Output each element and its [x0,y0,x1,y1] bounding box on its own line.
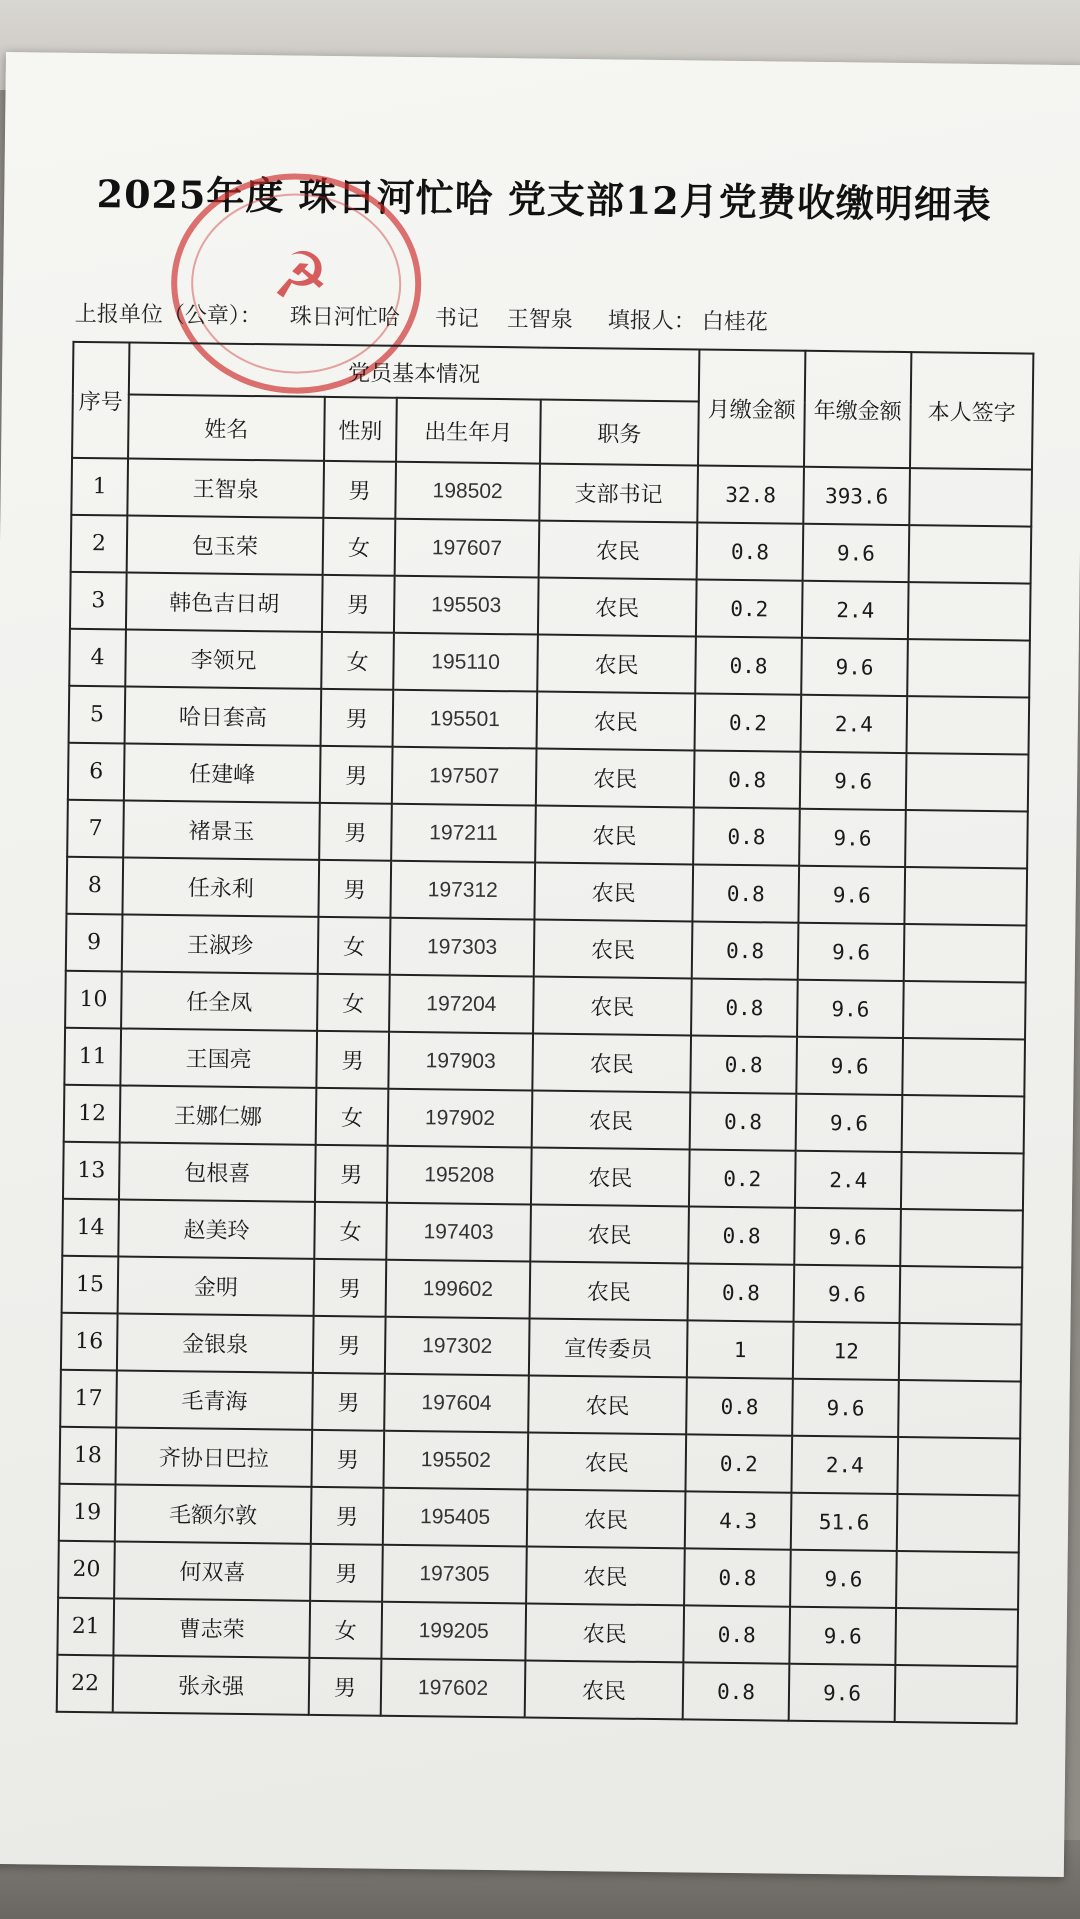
cell-gender: 男 [309,1658,382,1716]
cell-gender: 男 [311,1487,384,1545]
cell-seq: 5 [69,686,126,744]
cell-seq: 22 [57,1655,114,1713]
cell-yearly: 9.6 [801,638,908,696]
cell-yearly: 2.4 [801,695,908,753]
cell-position: 农民 [539,521,698,580]
cell-name: 韩色吉日胡 [126,573,323,632]
header-yearly: 年缴金额 [804,351,911,468]
cell-monthly: 0.8 [694,750,801,808]
cell-position: 农民 [526,1546,685,1605]
cell-gender: 男 [318,860,391,918]
cell-yearly: 9.6 [789,1607,896,1665]
cell-name: 任全凤 [121,971,318,1030]
cell-birth: 195503 [394,576,539,635]
cell-gender: 男 [323,461,396,519]
cell-position: 农民 [528,1375,687,1434]
cell-seq: 20 [58,1541,115,1599]
secretary-label: 书记 [434,306,479,332]
cell-monthly: 0.8 [691,978,798,1036]
table-row [57,1655,1018,1724]
cell-monthly: 0.8 [693,807,800,865]
cell-seq: 15 [62,1256,119,1314]
cell-yearly: 9.6 [798,866,905,924]
cell-gender: 女 [318,917,391,975]
cell-position: 农民 [534,920,693,979]
cell-signature [895,1665,1018,1723]
cell-yearly: 9.6 [799,809,906,867]
cell-seq: 21 [57,1598,114,1656]
cell-birth: 197604 [384,1374,529,1433]
cell-gender: 男 [311,1430,384,1488]
cell-seq: 4 [69,629,126,687]
cell-name: 金银泉 [117,1313,314,1372]
filler-value: 白桂花 [701,309,768,336]
cell-gender: 男 [314,1259,387,1317]
cell-birth: 197507 [392,747,537,806]
cell-name: 毛青海 [116,1370,313,1429]
cell-monthly: 1 [687,1320,794,1378]
document-sheet [0,52,1080,1877]
cell-position: 农民 [538,578,697,637]
cell-signature [901,1152,1024,1210]
cell-gender: 女 [321,632,394,690]
cell-position: 农民 [527,1432,686,1491]
cell-birth: 197403 [386,1203,531,1262]
cell-seq: 13 [63,1142,120,1200]
cell-position: 支部书记 [539,464,698,523]
cell-gender: 女 [314,1202,387,1260]
cell-position: 农民 [527,1489,686,1548]
cell-position: 农民 [537,635,696,694]
cell-seq: 16 [61,1313,118,1371]
cell-monthly: 0.2 [685,1434,792,1492]
cell-yearly: 9.6 [794,1208,901,1266]
cell-position: 农民 [534,863,693,922]
cell-seq: 3 [70,572,127,630]
cell-gender: 女 [317,974,390,1032]
page-title: 2025年度 珠日河忙哈 党支部12月党费收缴明细表 [96,171,993,228]
cell-name: 王智泉 [127,459,324,518]
cell-birth: 199602 [386,1260,531,1319]
cell-name: 齐协日巴拉 [116,1427,313,1486]
cell-yearly: 9.6 [789,1664,896,1722]
cell-signature [902,1095,1025,1153]
cell-name: 王淑珍 [122,914,319,973]
cell-yearly: 51.6 [791,1493,898,1551]
cell-yearly: 9.6 [796,1037,903,1095]
cell-yearly: 2.4 [802,581,909,639]
cell-gender: 男 [321,689,394,747]
secretary-value: 王智泉 [506,307,573,333]
cell-position: 农民 [532,1034,691,1093]
cell-signature [907,639,1030,697]
header-name: 姓名 [128,395,325,461]
cell-yearly: 2.4 [791,1436,898,1494]
cell-birth: 197607 [395,519,540,578]
cell-birth: 197303 [390,918,535,977]
cell-birth: 197302 [385,1317,530,1376]
cell-seq: 9 [66,914,123,972]
cell-signature [905,810,1028,868]
header-position: 职务 [540,400,699,466]
cell-gender: 男 [319,803,392,861]
cell-yearly: 9.6 [803,524,910,582]
cell-birth: 195110 [393,633,538,692]
cell-monthly: 0.8 [690,1035,797,1093]
cell-gender: 男 [310,1544,383,1602]
cell-signature [897,1494,1020,1552]
cell-name: 张永强 [113,1655,310,1714]
cell-monthly: 0.8 [692,921,799,979]
cell-name: 曹志荣 [113,1598,310,1657]
cell-monthly: 0.2 [689,1149,796,1207]
cell-yearly: 2.4 [795,1151,902,1209]
cell-gender: 男 [316,1031,389,1089]
cell-signature [898,1380,1021,1438]
cell-signature [899,1323,1022,1381]
cell-position: 农民 [536,749,695,808]
header-monthly: 月缴金额 [698,349,805,466]
cell-signature [904,867,1027,925]
cell-seq: 10 [65,971,122,1029]
cell-monthly: 0.8 [695,636,802,694]
cell-seq: 6 [68,743,125,801]
cell-yearly: 393.6 [803,467,910,525]
cell-yearly: 9.6 [797,980,904,1038]
cell-seq: 19 [59,1484,116,1542]
cell-birth: 195405 [383,1488,528,1547]
cell-seq: 1 [71,458,128,516]
cell-name: 褚景玉 [123,800,320,859]
cell-monthly: 32.8 [697,465,804,523]
cell-position: 农民 [535,806,694,865]
cell-seq: 18 [60,1427,117,1485]
cell-signature [909,525,1032,583]
cell-position: 农民 [530,1204,689,1263]
cell-name: 王国亮 [120,1028,317,1087]
cell-signature [902,1038,1025,1096]
cell-name: 金明 [118,1256,315,1315]
cell-name: 毛额尔敦 [115,1484,312,1543]
cell-position: 农民 [533,977,692,1036]
cell-gender: 女 [323,518,396,576]
party-emblem-icon: ☭ [271,239,330,314]
cell-yearly: 9.6 [794,1265,901,1323]
cell-birth: 195501 [393,690,538,749]
cell-monthly: 0.8 [688,1206,795,1264]
cell-gender: 男 [313,1316,386,1374]
cell-signature [895,1608,1018,1666]
cell-name: 王娜仁娜 [120,1085,317,1144]
cell-birth: 197305 [382,1545,527,1604]
cell-name: 包根喜 [119,1142,316,1201]
cell-name: 任永利 [122,857,319,916]
cell-monthly: 0.8 [686,1377,793,1435]
header-birth: 出生年月 [396,398,541,464]
cell-position: 农民 [537,692,696,751]
cell-birth: 197903 [388,1032,533,1091]
cell-birth: 198502 [395,462,540,521]
cell-birth: 195208 [387,1146,532,1205]
cell-gender: 男 [315,1145,388,1203]
cell-name: 包玉荣 [127,516,324,575]
cell-name: 任建峰 [124,744,321,803]
cell-seq: 2 [71,515,128,573]
unit-value: 珠日河忙哈 [289,304,400,331]
cell-seq: 8 [66,857,123,915]
cell-yearly: 9.6 [790,1550,897,1608]
cell-monthly: 0.8 [688,1263,795,1321]
cell-gender: 男 [322,575,395,633]
dues-table [56,341,1035,1725]
header-gender: 性别 [324,397,397,462]
cell-birth: 197211 [391,804,536,863]
cell-birth: 197602 [381,1659,526,1718]
cell-signature [908,582,1031,640]
cell-signature [903,981,1026,1039]
cell-monthly: 0.8 [683,1605,790,1663]
header-signature: 本人签字 [910,352,1033,469]
cell-birth: 197204 [389,975,534,1034]
cell-yearly: 9.6 [792,1379,899,1437]
cell-monthly: 0.2 [695,693,802,751]
cell-monthly: 0.8 [697,522,804,580]
cell-monthly: 0.8 [683,1662,790,1720]
cell-gender: 女 [316,1088,389,1146]
cell-gender: 男 [320,746,393,804]
cell-seq: 14 [62,1199,119,1257]
cell-name: 哈日套高 [125,687,322,746]
cell-position: 农民 [530,1261,689,1320]
cell-monthly: 0.8 [692,864,799,922]
cell-signature [909,468,1032,526]
cell-monthly: 4.3 [685,1491,792,1549]
cell-birth: 199205 [381,1602,526,1661]
cell-yearly: 12 [793,1322,900,1380]
cell-seq: 12 [64,1085,121,1143]
cell-signature [900,1209,1023,1267]
header-group: 党员基本情况 [129,343,700,402]
cell-birth: 195502 [383,1431,528,1490]
cell-seq: 11 [64,1028,121,1086]
cell-position: 农民 [525,1660,684,1719]
cell-signature [906,753,1029,811]
header-seq: 序号 [72,342,129,459]
cell-seq: 17 [60,1370,117,1428]
cell-monthly: 0.8 [684,1548,791,1606]
cell-yearly: 9.6 [798,923,905,981]
cell-birth: 197902 [388,1089,533,1148]
cell-yearly: 9.6 [796,1094,903,1152]
cell-gender: 女 [309,1601,382,1659]
cell-monthly: 0.8 [690,1092,797,1150]
cell-signature [896,1551,1019,1609]
cell-monthly: 0.2 [696,579,803,637]
table-body [57,458,1032,1724]
cell-signature [900,1266,1023,1324]
cell-signature [904,924,1027,982]
cell-name: 赵美玲 [118,1199,315,1258]
cell-position: 农民 [525,1603,684,1662]
filler-label: 填报人： [607,308,696,335]
cell-signature [897,1437,1020,1495]
cell-position: 农民 [531,1148,690,1207]
cell-name: 何双喜 [114,1541,311,1600]
unit-label: 上报单位（公章）： [74,301,262,330]
cell-position: 宣传委员 [529,1318,688,1377]
cell-gender: 男 [312,1373,385,1431]
cell-birth: 197312 [390,861,535,920]
cell-signature [907,696,1030,754]
cell-yearly: 9.6 [800,752,907,810]
cell-name: 李领兄 [125,630,322,689]
cell-position: 农民 [532,1091,691,1150]
cell-seq: 7 [67,800,124,858]
